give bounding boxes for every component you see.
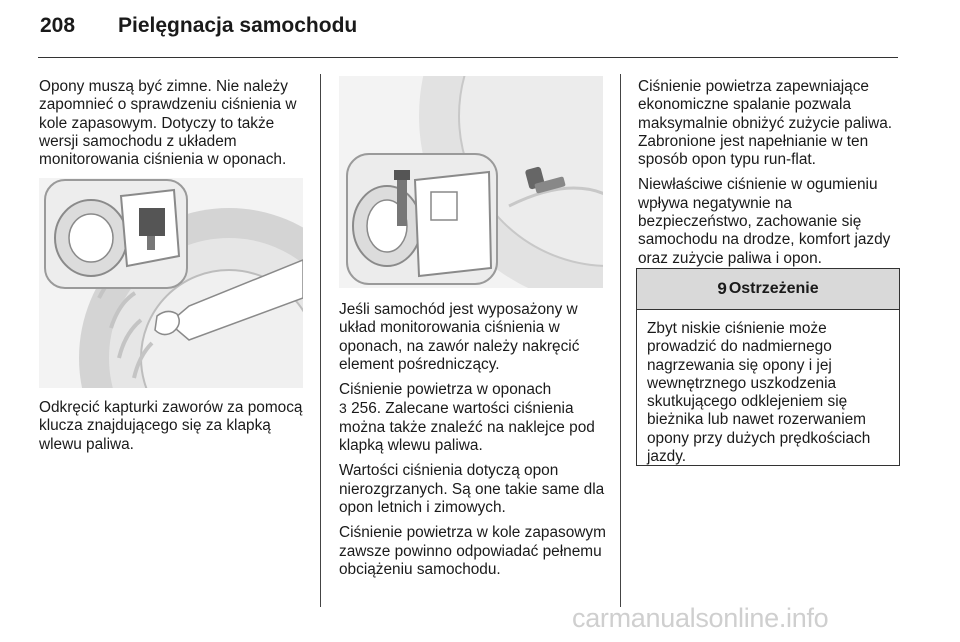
column-middle	[339, 301, 611, 586]
spare-wheel-paragraph: Ciśnienie powietrza w kole zapasowym zawsze powinno odpowiadać pełnemu obciążeniu samochodu.	[339, 524, 606, 578]
adapter-paragraph: Jeśli samochód jest wyposażony w układ monitorowania ciśnienia w oponach, na zawór należy nakręcić element pośredniczący.	[339, 301, 580, 373]
column-divider-right	[620, 74, 621, 607]
valve-cap-illustration	[39, 178, 303, 388]
incorrect-pressure-paragraph: Niewłaściwe ciśnienie w ogumieniu wpływa negatywnie na bezpieczeństwo, zachowanie się samochodu na drodze, komfort jazdy oraz zużycie paliwa i opon.	[638, 176, 891, 267]
illustration-caption: Odkręcić kapturki zaworów za pomocą klucza znajdującego się za klapką wlewu paliwa.	[39, 399, 303, 453]
warning-title: Ostrzeżenie	[728, 280, 819, 297]
column-left-caption	[39, 399, 309, 461]
page-title: Pielęgnacja samochodu	[118, 14, 358, 37]
column-left	[39, 78, 309, 176]
pressure-reference-paragraph	[339, 381, 611, 455]
pressure-reference-text: 256. Zalecane wartości ciśnienia można także znaleźć na naklejce pod klapką wlewu paliwa.	[339, 400, 595, 455]
warning-text: Zbyt niskie ciśnienie może prowadzić do nadmiernego nagrzewania się opony i jej wewnętrznego uszkodzenia skutkującego odklejeniem się bieżnika lub nawet rozerwaniem opony przy dużych prędkościach jazdy.	[647, 320, 871, 466]
page-number: 208	[40, 14, 76, 37]
pressure-reference-prefix: Ciśnienie powietrza w oponach	[339, 381, 552, 399]
economy-paragraph: Ciśnienie powietrza zapewniające ekonomiczne spalanie pozwala maksymalnie obniżyć zużycie paliwa. Zabronione jest napełnianie w ten sposób opon typu run-flat.	[638, 78, 893, 169]
tire-valve-illustration	[339, 76, 603, 288]
intro-paragraph: Opony muszą być zimne. Nie należy zapomnieć o sprawdzeniu ciśnienia w kole zapasowym. Dotyczy to także wersji samochodu z układem monitorowania ciśnienia w oponach.	[39, 78, 297, 169]
tire-valve-drawing	[339, 76, 603, 288]
warning-triangle-icon: 9	[717, 279, 727, 298]
valve-cap-drawing	[39, 178, 303, 388]
header-divider	[38, 57, 898, 58]
watermark: carmanualsonline.info	[572, 603, 829, 633]
column-right	[638, 78, 903, 275]
warning-box	[636, 268, 900, 466]
warning-header	[637, 269, 899, 310]
cross-reference-icon: 3	[339, 400, 347, 417]
cold-tire-paragraph: Wartości ciśnienia dotyczą opon nierozgrzanych. Są one takie same dla opon letnich i zimowych.	[339, 462, 605, 516]
column-divider-left	[320, 74, 321, 607]
